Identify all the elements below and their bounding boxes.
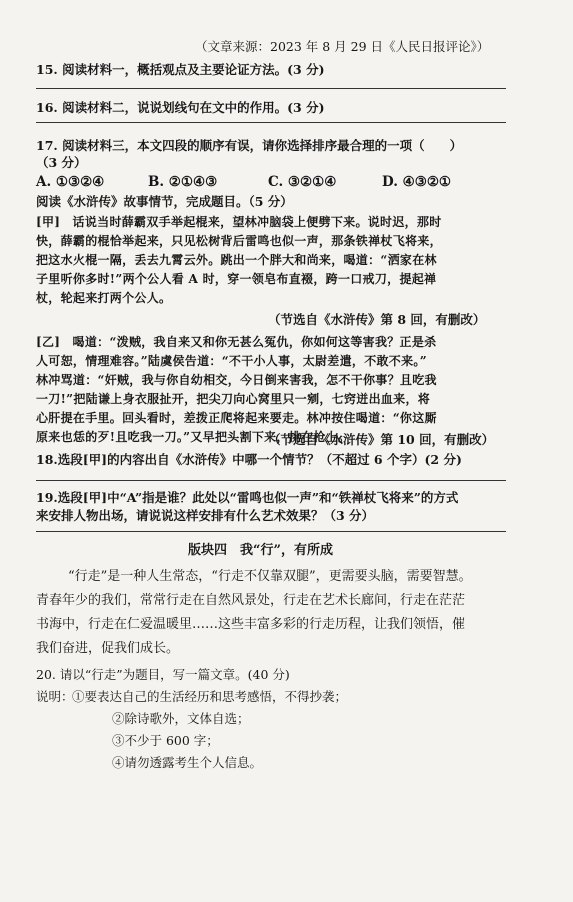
prompt-paragraph-line: 青春年少的我们，常常行走在自然风景处，行走在艺术长廊间，行走在茫茫: [36, 593, 466, 608]
question-19-line: 来安排人物出场，请说说这样安排有什么艺术效果？（3 分）: [36, 508, 375, 523]
passage-jia-line: [甲] 话说当时薛霸双手举起棍来，望林冲脑袋上便劈下来。说时迟，那时: [36, 215, 442, 229]
source-line: （文章来源：2023 年 8 月 29 日《人民日报评论》）: [195, 39, 490, 54]
question-17-score: （3 分）: [36, 155, 87, 170]
prompt-paragraph-line: 我们奋进，促我们成长。: [36, 641, 180, 656]
option-d: D. ④③②①: [382, 174, 452, 190]
notes-label: 说明：: [36, 689, 74, 704]
section-4-title: 版块四 我“行”，有所成: [188, 543, 333, 558]
question-19-line: 19.选段[甲]中“A”指是谁？此处以“雷鸣也似一声”和“铁禅杖飞将来”的方式: [36, 490, 459, 505]
passage-jia-line: 快，薛霸的棍恰举起来，只见松树背后雷鸣也似一声，那条铁禅杖飞将来，: [36, 234, 442, 248]
answer-line-15: [36, 88, 506, 89]
question-18: 18.选段[甲]的内容出自《水浒传》中哪一个情节？（不超过 6 个字）(2 分): [36, 452, 462, 467]
passage-jia-line: 子里听你多时!”两个公人看 A 时，穿一领皂布直裰，跨一口戒刀，提起禅: [36, 272, 437, 286]
passage-yi-line: [乙] 喝道：“泼贼，我自来又和你无甚么冤仇，你如何这等害我？正是杀: [36, 335, 437, 349]
answer-line-18: [36, 480, 506, 481]
passage-yi-source: （节选自《水浒传》第 10 回，有删改）: [268, 432, 495, 447]
passage-yi-line: 心肝提在手里。回头看时，差拨正爬将起来要走。林冲按住喝道：“你这厮: [36, 411, 437, 425]
question-16: 16. 阅读材料二，说说划线句在文中的作用。(3 分): [36, 100, 325, 115]
note-item: ②除诗歌外，文体自选；: [112, 711, 250, 726]
question-17: 17. 阅读材料三，本文四段的顺序有误，请你选择排序最合理的一项（ ）: [36, 138, 463, 153]
passage-yi-line: 林冲骂道：“奸贼，我与你自幼相交，今日倒来害我，怎不干你事？且吃我: [36, 373, 437, 387]
option-c: C. ③②①④: [268, 174, 337, 190]
question-15: 15. 阅读材料一，概括观点及主要论证方法。(3 分): [36, 62, 325, 77]
note-item: ①要表达自己的生活经历和思考感悟，不得抄袭；: [72, 689, 348, 704]
option-a: A. ①③②④: [36, 174, 105, 190]
note-item: ④请勿透露考生个人信息。: [112, 755, 263, 770]
note-item: ③不少于 600 字；: [112, 733, 219, 748]
reading-title: 阅读《水浒传》故事情节，完成题目。（5 分）: [36, 194, 293, 209]
prompt-paragraph-line: 书海中，行走在仁爱温暖里……这些丰富多彩的行走历程，让我们领悟，催: [36, 617, 466, 632]
answer-line-19: [36, 531, 506, 532]
passage-yi-line: 原来也恁的歹!且吃我一刀。”又早把头割下来，挑在枪上。: [36, 430, 351, 444]
answer-line-16: [36, 122, 506, 123]
question-20: 20. 请以“行走”为题目，写一篇文章。(40 分): [36, 667, 290, 682]
passage-jia-line: 把这水火棍一隔，丢去九霄云外。跳出一个胖大和尚来，喝道：“洒家在林: [36, 253, 437, 267]
passage-jia-source: （节选自《水浒传》第 8 回，有删改）: [268, 312, 486, 327]
prompt-paragraph-line: “行走”是一种人生常态，“行走不仅靠双腿”，更需要头脑，需要智慧。: [68, 569, 472, 584]
passage-yi-line: 人可恕，情理难容。”陆虞侯告道：“不干小人事，太尉差遣，不敢不来。”: [36, 354, 427, 368]
passage-jia-line: 杖，轮起来打两个公人。: [36, 291, 172, 305]
option-b: B. ②①④③: [148, 174, 218, 190]
passage-yi-line: 一刀!”把陆谦上身衣服扯开，把尖刀向心窝里只一剜，七窍迸出血来，将: [36, 392, 431, 406]
